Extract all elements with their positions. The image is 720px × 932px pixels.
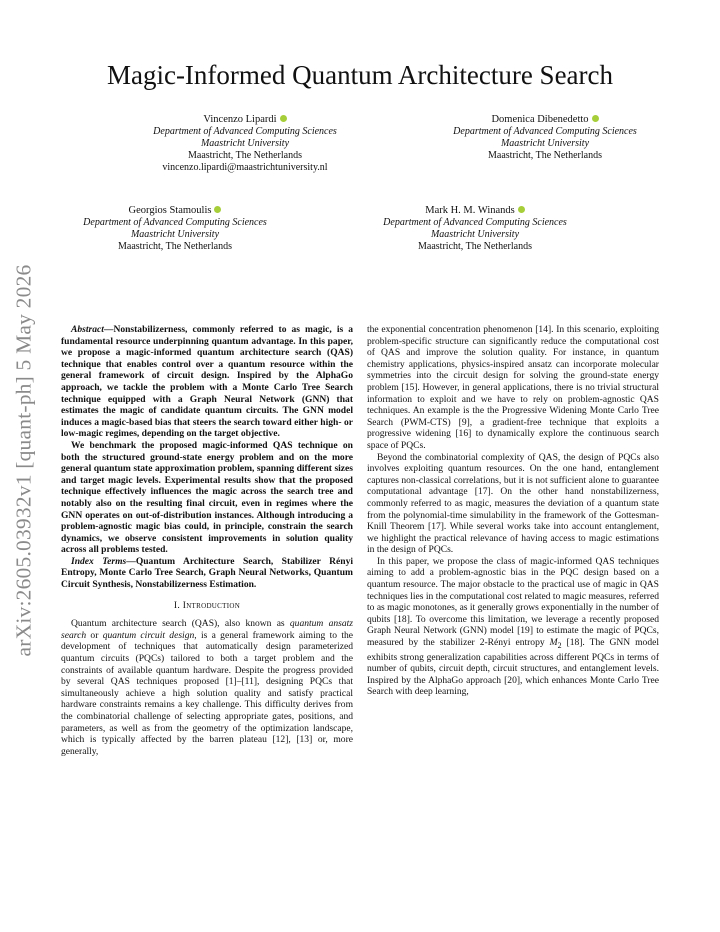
right-column	[367, 324, 659, 698]
abstract-text-1: Nonstabilizerness, commonly referred to as magic, is a fundamental resource underpinning quantum advantage. In this paper, we propose a magic-informed quantum architecture search (QAS) technique that enables control over a quantum resource within the general framework of circuit design. Inspired by the AlphaGo approach, we tackle the problem with a Monte Carlo Tree Search technique equipped with a Graph Neural Network (GNN) that estimates the magic of candidate quantum circuits. The GNN model induces a magic-based bias that steers the search toward either high- or low-magic regimes, depending on the target objective.	[61, 324, 353, 440]
author-name: Mark H. M. Winands	[425, 205, 515, 216]
body-paragraph-2: Beyond the combinatorial complexity of QAS, the design of PQCs also involves exploiting quantum resources. On the one hand, entanglement captures non-classical correlations, but it is not sufficient alone to guarantee computational advantage [17]. On the other hand nonstabilizerness, commonly referred to as magic, measures the deviation of a quantum state from the polynomial-time simulability in the framework of the Gottesman-Knill Theorem [17]. While several works take into account entanglement, we highlight the practical relevance of having access to magic estimations in the design of PQCs.	[367, 451, 659, 556]
author-email: vincenzo.lipardi@maastrichtuniversity.nl	[162, 162, 328, 173]
author-block-3	[50, 205, 300, 253]
abstract-paragraph-1: Abstract—Nonstabilizerness, commonly referred to as magic, is a fundamental resource underpinning quantum advantage. In this paper, we propose a magic-informed quantum architecture search (QAS) technique that enables control over a quantum resource within the general framework of circuit design. Inspired by the AlphaGo approach, we tackle the problem with a Monte Carlo Tree Search technique equipped with a Graph Neural Network (GNN) that estimates the magic of candidate quantum circuits. The GNN model induces a magic-based bias that steers the search toward either high- or low-magic regimes, depending on the target objective.	[61, 324, 353, 440]
body-paragraph-1: the exponential concentration phenomenon [14]. In this scenario, exploiting problem-specific structure can significantly reduce the computational cost of QAS and improve the solution quality. For instance, in quantum chemistry applications, physics-inspired ansatz can incorporate molecular symmetries into the circuit design for solving the ground-state energy problem [15]. However, in general applications, there is no trivial structural information to exploit and we have to rely on problem-agnostic QAS techniques. An example is the the Progressive Widening Monte Carlo Tree Search (PWM-CTS) [9], a gradient-free technique that exploits a progressive widening [16] to dynamically explore the continuous search space of PQCs.	[367, 324, 659, 451]
author-department: Department of Advanced Computing Sciences	[153, 126, 337, 137]
index-terms-label: Index Terms	[71, 555, 127, 567]
author-location: Maastricht, The Netherlands	[488, 150, 602, 161]
emphasis-term: quantum circuit design	[102, 629, 195, 641]
arxiv-identifier: arXiv:2605.03932v1 [quant-ph] 5 May 2026	[11, 264, 36, 656]
abstract-paragraph-2: We benchmark the proposed magic-informed QAS technique on both the structured ground-state energy problem and on the more general quantum state approximation problem, spanning different sizes and target magic levels. Experimental results show that the proposed technique effectively influences the magic across the search tree and notably also on the resulting final circuit, even in regimes where the GNN operates on out-of-distribution instances. Although introducing a problem-agnostic magic bias could, in principle, constrain the search dynamics, we observe consistent improvements in solution quality across all problems tested.	[61, 439, 353, 556]
abstract-label: Abstract	[71, 324, 104, 335]
author-block-1	[120, 114, 370, 174]
author-name: Domenica Dibenedetto	[491, 114, 589, 125]
body-paragraph-3: In this paper, we propose the class of magic-informed QAS techniques aiming to add a problem-agnostic bias in the PQC design based on a quantum resource. The major obstacle to the practical use of magic in QAS techniques lies in the computational cost related to magic measures, referred to as magic monotones, as it generally grows exponentially in the number of qubits [18]. To overcome this limitation, we leverage a recently proposed Graph Neural Network (GNN) model [19] to estimate the magic of PQCs, measured by the stabilizer 2-Rényi entropy $M_2$ [18]. The GNN model exhibits strong generalization capabilities across different PQCs in terms of number of qubits, circuit depth, circuit structures, and entanglement levels. Inspired by the AlphaGo approach [20], which enhances Monte Carlo Tree Search with deep learning,	[367, 555, 659, 698]
intro-paragraph-1: Quantum architecture search (QAS), also known as quantum ansatz search or quantum circuit design, is a general framework aiming to the development of techniques that automatically design parameterized quantum circuits (PQCs) tailored to both a target problem and the constraints of available quantum hardware. Despite the progress provided by several QAS techniques proposed [1]–[11], designing PQCs that simultaneously achieve a high solution quality and satisfy practical hardware constraints remains a key challenge. This difficulty derives from the combinatorial challenge of selecting appropriate gates, positions, and parameters, as well as from the geometry of the optimization landscape, which is typically affected by the barren plateau [12], [13] or, more generally,	[61, 618, 354, 757]
author-name: Georgios Stamoulis	[128, 205, 212, 216]
author-university: Maastricht University	[130, 229, 220, 240]
math-subscript: 2	[557, 640, 562, 650]
index-terms: Index Terms—Quantum Architecture Search, Stabilizer Rényi Entropy, Monte Carlo Tree Search, Graph Neural Networks, Quantum Circuit Synthesis, Nonstabilizerness Estimation.	[61, 555, 354, 591]
orcid-icon[interactable]	[214, 206, 221, 213]
emphasis-term: quantum ansatz search	[61, 618, 353, 641]
author-block-4	[350, 205, 600, 253]
arxiv-side-stamp	[10, 250, 38, 670]
author-location: Maastricht, The Netherlands	[418, 241, 532, 252]
author-university: Maastricht University	[500, 138, 590, 149]
index-terms-text: Quantum Architecture Search, Stabilizer Rényi Entropy, Monte Carlo Tree Search, Graph Neural Networks, Quantum Circuit Synthesis, Nonstabilizerness Estimation.	[61, 555, 354, 591]
orcid-icon[interactable]	[280, 115, 287, 122]
author-location: Maastricht, The Netherlands	[118, 241, 232, 252]
author-department: Department of Advanced Computing Sciences	[453, 126, 637, 137]
author-university: Maastricht University	[200, 138, 290, 149]
author-university: Maastricht University	[430, 229, 520, 240]
abstract	[61, 324, 353, 591]
orcid-icon[interactable]	[518, 206, 525, 213]
author-block-2	[420, 114, 670, 162]
author-name: Vincenzo Lipardi	[203, 114, 277, 125]
math-symbol: M	[549, 637, 558, 649]
section-heading-introduction: I. Introduction	[173, 600, 241, 611]
author-location: Maastricht, The Netherlands	[188, 150, 302, 161]
author-department: Department of Advanced Computing Sciences	[83, 217, 267, 228]
left-column	[61, 324, 353, 757]
paper-title: Magic-Informed Quantum Architecture Search	[106, 60, 614, 90]
orcid-icon[interactable]	[592, 115, 599, 122]
author-department: Department of Advanced Computing Sciences	[383, 217, 567, 228]
